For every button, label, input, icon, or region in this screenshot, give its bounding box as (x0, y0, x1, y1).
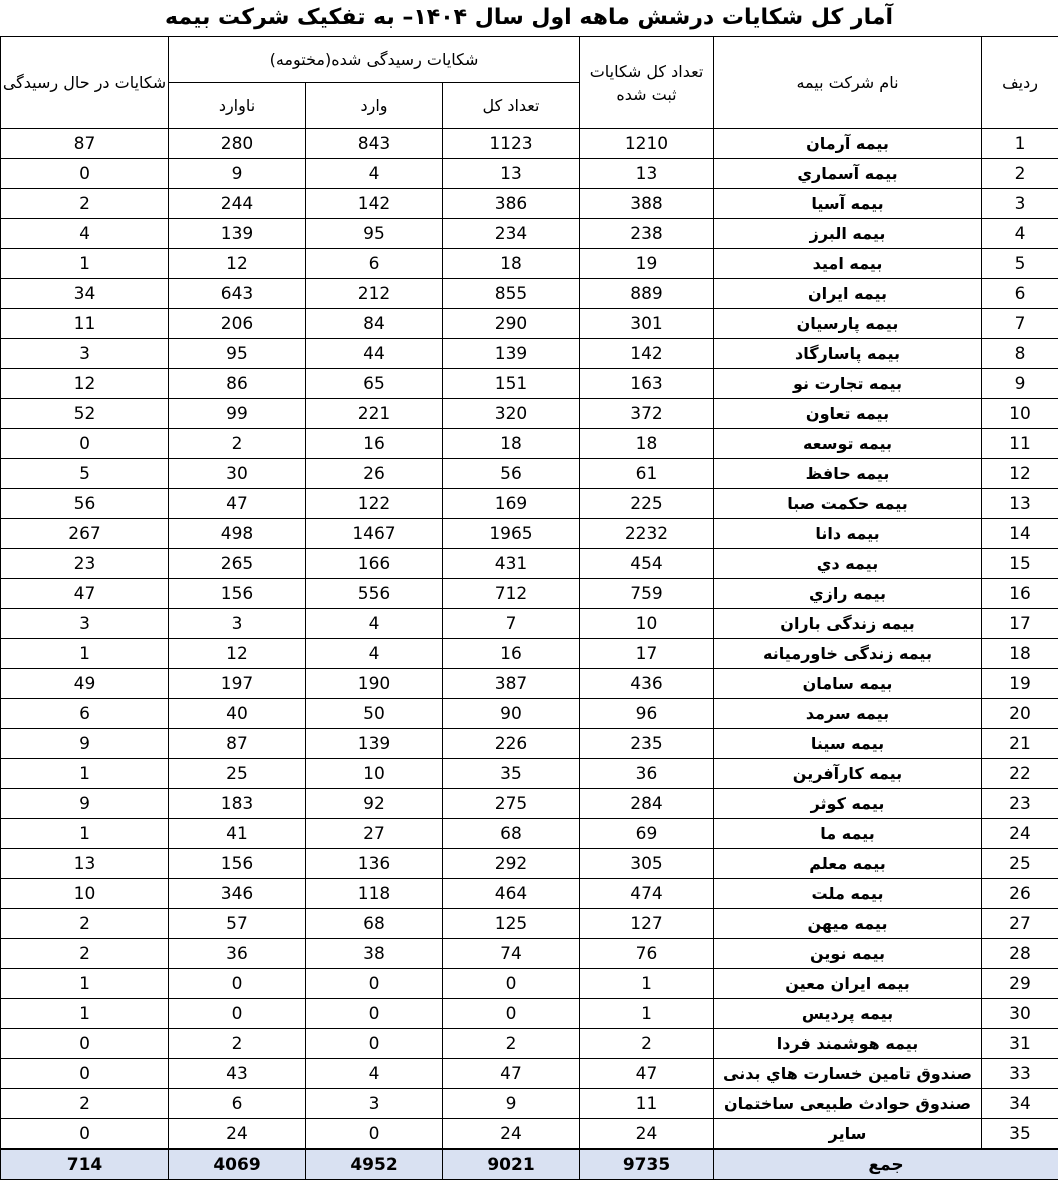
invalid-count-cell: 99 (169, 399, 306, 429)
valid-count-cell: 556 (306, 579, 443, 609)
pending-count-cell: 1 (1, 759, 169, 789)
table-row (1, 1029, 1058, 1059)
registered-count-cell: 47 (580, 1059, 714, 1089)
processed-total-cell: 0 (443, 969, 580, 999)
valid-count-cell: 142 (306, 189, 443, 219)
invalid-count-cell: 206 (169, 309, 306, 339)
processed-total-cell: 290 (443, 309, 580, 339)
registered-count-cell: 127 (580, 909, 714, 939)
processed-total-cell: 24 (443, 1119, 580, 1150)
table-row (1, 1089, 1058, 1119)
processed-total-cell: 464 (443, 879, 580, 909)
valid-count-cell: 27 (306, 819, 443, 849)
table-row (1, 609, 1058, 639)
table-row (1, 489, 1058, 519)
invalid-count-cell: 30 (169, 459, 306, 489)
invalid-count-cell: 95 (169, 339, 306, 369)
table-row (1, 339, 1058, 369)
table-row (1, 309, 1058, 339)
registered-count-cell: 454 (580, 549, 714, 579)
registered-count-cell: 18 (580, 429, 714, 459)
invalid-count-cell: 86 (169, 369, 306, 399)
registered-count-cell: 2232 (580, 519, 714, 549)
processed-total-cell: 125 (443, 909, 580, 939)
table-row (1, 189, 1058, 219)
valid-count-cell: 139 (306, 729, 443, 759)
pending-count-cell: 1 (1, 999, 169, 1029)
registered-count-cell: 36 (580, 759, 714, 789)
pending-count-cell: 2 (1, 1089, 169, 1119)
row-number-cell: 6 (982, 279, 1058, 309)
processed-total-cell: 151 (443, 369, 580, 399)
row-number-cell: 28 (982, 939, 1058, 969)
company-name-cell: بیمه حکمت صبا (714, 489, 982, 519)
table-row (1, 429, 1058, 459)
valid-count-cell: 4 (306, 1059, 443, 1089)
totals-label: جمع (714, 1149, 1058, 1180)
totals-processed: 9021 (443, 1149, 580, 1180)
registered-count-cell: 284 (580, 789, 714, 819)
pending-count-cell: 3 (1, 609, 169, 639)
processed-total-cell: 9 (443, 1089, 580, 1119)
registered-count-cell: 305 (580, 849, 714, 879)
invalid-count-cell: 244 (169, 189, 306, 219)
table-row (1, 249, 1058, 279)
company-name-cell: بیمه حافظ (714, 459, 982, 489)
registered-count-cell: 474 (580, 879, 714, 909)
row-number-cell: 7 (982, 309, 1058, 339)
table-row (1, 129, 1058, 159)
invalid-count-cell: 36 (169, 939, 306, 969)
processed-total-cell: 234 (443, 219, 580, 249)
table-row (1, 789, 1058, 819)
pending-count-cell: 47 (1, 579, 169, 609)
pending-count-cell: 1 (1, 969, 169, 999)
valid-count-cell: 84 (306, 309, 443, 339)
company-name-cell: بیمه پارسیان (714, 309, 982, 339)
pending-count-cell: 9 (1, 789, 169, 819)
registered-count-cell: 24 (580, 1119, 714, 1150)
registered-count-cell: 61 (580, 459, 714, 489)
invalid-count-cell: 156 (169, 579, 306, 609)
company-name-cell: بیمه ما (714, 819, 982, 849)
processed-total-cell: 712 (443, 579, 580, 609)
processed-total-cell: 226 (443, 729, 580, 759)
company-name-cell: بیمه آسیا (714, 189, 982, 219)
pending-count-cell: 0 (1, 429, 169, 459)
company-name-cell: بیمه زندگی باران (714, 609, 982, 639)
pending-count-cell: 267 (1, 519, 169, 549)
table-row (1, 849, 1058, 879)
valid-count-cell: 26 (306, 459, 443, 489)
processed-total-cell: 56 (443, 459, 580, 489)
row-number-cell: 21 (982, 729, 1058, 759)
valid-count-cell: 166 (306, 549, 443, 579)
row-number-cell: 16 (982, 579, 1058, 609)
processed-total-cell: 68 (443, 819, 580, 849)
company-name-cell: صندوق تامین خسارت هاي بدنی (714, 1059, 982, 1089)
registered-count-cell: 11 (580, 1089, 714, 1119)
processed-total-cell: 431 (443, 549, 580, 579)
row-number-cell: 25 (982, 849, 1058, 879)
valid-count-cell: 212 (306, 279, 443, 309)
table-row (1, 579, 1058, 609)
company-name-cell: بیمه هوشمند فردا (714, 1029, 982, 1059)
row-number-cell: 20 (982, 699, 1058, 729)
company-name-cell: بیمه امید (714, 249, 982, 279)
valid-count-cell: 10 (306, 759, 443, 789)
processed-total-cell: 13 (443, 159, 580, 189)
processed-total-cell: 35 (443, 759, 580, 789)
pending-count-cell: 34 (1, 279, 169, 309)
registered-count-cell: 225 (580, 489, 714, 519)
row-number-cell: 26 (982, 879, 1058, 909)
invalid-count-cell: 25 (169, 759, 306, 789)
company-name-cell: بیمه سامان (714, 669, 982, 699)
row-number-cell: 24 (982, 819, 1058, 849)
invalid-count-cell: 6 (169, 1089, 306, 1119)
valid-count-cell: 0 (306, 969, 443, 999)
row-number-cell: 12 (982, 459, 1058, 489)
registered-count-cell: 142 (580, 339, 714, 369)
pending-count-cell: 6 (1, 699, 169, 729)
processed-total-cell: 855 (443, 279, 580, 309)
table-row (1, 1059, 1058, 1089)
processed-total-cell: 275 (443, 789, 580, 819)
valid-count-cell: 92 (306, 789, 443, 819)
processed-total-cell: 18 (443, 429, 580, 459)
valid-count-cell: 50 (306, 699, 443, 729)
invalid-count-cell: 280 (169, 129, 306, 159)
company-name-cell: بیمه آرمان (714, 129, 982, 159)
valid-count-cell: 3 (306, 1089, 443, 1119)
company-name-cell: بیمه سینا (714, 729, 982, 759)
valid-count-cell: 44 (306, 339, 443, 369)
company-name-cell: بیمه تعاون (714, 399, 982, 429)
invalid-count-cell: 265 (169, 549, 306, 579)
invalid-count-cell: 2 (169, 429, 306, 459)
row-number-cell: 10 (982, 399, 1058, 429)
header-invalid: ناوارد (169, 83, 306, 129)
pending-count-cell: 5 (1, 459, 169, 489)
valid-count-cell: 95 (306, 219, 443, 249)
registered-count-cell: 759 (580, 579, 714, 609)
registered-count-cell: 69 (580, 819, 714, 849)
table-row (1, 459, 1058, 489)
row-number-cell: 34 (982, 1089, 1058, 1119)
pending-count-cell: 0 (1, 159, 169, 189)
pending-count-cell: 4 (1, 219, 169, 249)
invalid-count-cell: 346 (169, 879, 306, 909)
company-name-cell: بیمه پاسارگاد (714, 339, 982, 369)
invalid-count-cell: 3 (169, 609, 306, 639)
company-name-cell: بیمه دي (714, 549, 982, 579)
row-number-cell: 17 (982, 609, 1058, 639)
registered-count-cell: 889 (580, 279, 714, 309)
valid-count-cell: 16 (306, 429, 443, 459)
page-title: آمار کل شکایات درشش ماهه اول سال ۱۴۰۴– به تفکیک شرکت بیمه (165, 5, 893, 30)
row-number-cell: 18 (982, 639, 1058, 669)
processed-total-cell: 139 (443, 339, 580, 369)
pending-count-cell: 9 (1, 729, 169, 759)
registered-count-cell: 238 (580, 219, 714, 249)
row-number-cell: 33 (982, 1059, 1058, 1089)
table-row (1, 999, 1058, 1029)
registered-count-cell: 372 (580, 399, 714, 429)
pending-count-cell: 0 (1, 1119, 169, 1150)
company-name-cell: بیمه ملت (714, 879, 982, 909)
row-number-cell: 11 (982, 429, 1058, 459)
pending-count-cell: 3 (1, 339, 169, 369)
table-row (1, 879, 1058, 909)
table-row (1, 639, 1058, 669)
company-name-cell: بیمه ایران (714, 279, 982, 309)
row-number-cell: 30 (982, 999, 1058, 1029)
table-row (1, 279, 1058, 309)
pending-count-cell: 11 (1, 309, 169, 339)
table-row (1, 219, 1058, 249)
registered-count-cell: 1 (580, 999, 714, 1029)
valid-count-cell: 6 (306, 249, 443, 279)
pending-count-cell: 52 (1, 399, 169, 429)
table-row (1, 369, 1058, 399)
header-row-number: ردیف (982, 37, 1058, 129)
pending-count-cell: 23 (1, 549, 169, 579)
header-pending: شکایات در حال رسیدگی (1, 37, 169, 129)
valid-count-cell: 65 (306, 369, 443, 399)
invalid-count-cell: 12 (169, 639, 306, 669)
processed-total-cell: 74 (443, 939, 580, 969)
complaints-table (0, 36, 1058, 1180)
table-row (1, 939, 1058, 969)
table-body (1, 129, 1058, 1150)
pending-count-cell: 13 (1, 849, 169, 879)
row-number-cell: 29 (982, 969, 1058, 999)
row-number-cell: 19 (982, 669, 1058, 699)
invalid-count-cell: 139 (169, 219, 306, 249)
registered-count-cell: 2 (580, 1029, 714, 1059)
row-number-cell: 9 (982, 369, 1058, 399)
processed-total-cell: 1965 (443, 519, 580, 549)
pending-count-cell: 1 (1, 249, 169, 279)
valid-count-cell: 4 (306, 639, 443, 669)
company-name-cell: بیمه میهن (714, 909, 982, 939)
processed-total-cell: 320 (443, 399, 580, 429)
table-row (1, 549, 1058, 579)
table-row (1, 519, 1058, 549)
valid-count-cell: 190 (306, 669, 443, 699)
valid-count-cell: 122 (306, 489, 443, 519)
table-row (1, 909, 1058, 939)
row-number-cell: 2 (982, 159, 1058, 189)
table-row (1, 159, 1058, 189)
company-name-cell: بیمه تجارت نو (714, 369, 982, 399)
processed-total-cell: 0 (443, 999, 580, 1029)
valid-count-cell: 38 (306, 939, 443, 969)
company-name-cell: بیمه نوین (714, 939, 982, 969)
pending-count-cell: 2 (1, 909, 169, 939)
pending-count-cell: 10 (1, 879, 169, 909)
invalid-count-cell: 24 (169, 1119, 306, 1150)
processed-total-cell: 2 (443, 1029, 580, 1059)
registered-count-cell: 436 (580, 669, 714, 699)
company-name-cell: بیمه زندگی خاورمیانه (714, 639, 982, 669)
invalid-count-cell: 41 (169, 819, 306, 849)
invalid-count-cell: 87 (169, 729, 306, 759)
company-name-cell: بیمه کارآفرین (714, 759, 982, 789)
valid-count-cell: 0 (306, 1119, 443, 1150)
company-name-cell: بیمه رازي (714, 579, 982, 609)
totals-registered: 9735 (580, 1149, 714, 1180)
totals-valid: 4952 (306, 1149, 443, 1180)
invalid-count-cell: 57 (169, 909, 306, 939)
row-number-cell: 4 (982, 219, 1058, 249)
invalid-count-cell: 498 (169, 519, 306, 549)
pending-count-cell: 2 (1, 189, 169, 219)
table-row (1, 669, 1058, 699)
company-name-cell: سایر (714, 1119, 982, 1150)
row-number-cell: 1 (982, 129, 1058, 159)
row-number-cell: 3 (982, 189, 1058, 219)
registered-count-cell: 163 (580, 369, 714, 399)
registered-count-cell: 96 (580, 699, 714, 729)
registered-count-cell: 388 (580, 189, 714, 219)
processed-total-cell: 386 (443, 189, 580, 219)
company-name-cell: بیمه سرمد (714, 699, 982, 729)
table-row (1, 1119, 1058, 1150)
invalid-count-cell: 43 (169, 1059, 306, 1089)
pending-count-cell: 87 (1, 129, 169, 159)
invalid-count-cell: 0 (169, 969, 306, 999)
pending-count-cell: 49 (1, 669, 169, 699)
valid-count-cell: 4 (306, 159, 443, 189)
valid-count-cell: 1467 (306, 519, 443, 549)
registered-count-cell: 13 (580, 159, 714, 189)
valid-count-cell: 221 (306, 399, 443, 429)
valid-count-cell: 0 (306, 999, 443, 1029)
valid-count-cell: 118 (306, 879, 443, 909)
table-row (1, 699, 1058, 729)
processed-total-cell: 18 (443, 249, 580, 279)
row-number-cell: 27 (982, 909, 1058, 939)
pending-count-cell: 56 (1, 489, 169, 519)
invalid-count-cell: 0 (169, 999, 306, 1029)
registered-count-cell: 235 (580, 729, 714, 759)
registered-count-cell: 10 (580, 609, 714, 639)
row-number-cell: 8 (982, 339, 1058, 369)
invalid-count-cell: 47 (169, 489, 306, 519)
table-row (1, 819, 1058, 849)
totals-row (1, 1149, 1058, 1180)
pending-count-cell: 1 (1, 819, 169, 849)
header-processed-group: شکایات رسیدگی شده(مختومه) (169, 37, 580, 83)
valid-count-cell: 843 (306, 129, 443, 159)
processed-total-cell: 90 (443, 699, 580, 729)
totals-invalid: 4069 (169, 1149, 306, 1180)
invalid-count-cell: 12 (169, 249, 306, 279)
company-name-cell: بیمه معلم (714, 849, 982, 879)
table-row (1, 729, 1058, 759)
company-name-cell: بیمه توسعه (714, 429, 982, 459)
invalid-count-cell: 9 (169, 159, 306, 189)
invalid-count-cell: 156 (169, 849, 306, 879)
pending-count-cell: 12 (1, 369, 169, 399)
processed-total-cell: 292 (443, 849, 580, 879)
table-row (1, 399, 1058, 429)
company-name-cell: بیمه آسماري (714, 159, 982, 189)
processed-total-cell: 169 (443, 489, 580, 519)
table-row (1, 759, 1058, 789)
registered-count-cell: 1 (580, 969, 714, 999)
valid-count-cell: 4 (306, 609, 443, 639)
registered-count-cell: 301 (580, 309, 714, 339)
company-name-cell: بیمه دانا (714, 519, 982, 549)
invalid-count-cell: 197 (169, 669, 306, 699)
header-processed-total: تعداد کل (443, 83, 580, 129)
valid-count-cell: 136 (306, 849, 443, 879)
row-number-cell: 14 (982, 519, 1058, 549)
processed-total-cell: 16 (443, 639, 580, 669)
header-valid: وارد (306, 83, 443, 129)
processed-total-cell: 1123 (443, 129, 580, 159)
pending-count-cell: 0 (1, 1029, 169, 1059)
pending-count-cell: 1 (1, 639, 169, 669)
registered-count-cell: 17 (580, 639, 714, 669)
invalid-count-cell: 643 (169, 279, 306, 309)
valid-count-cell: 0 (306, 1029, 443, 1059)
invalid-count-cell: 183 (169, 789, 306, 819)
pending-count-cell: 2 (1, 939, 169, 969)
table-row (1, 969, 1058, 999)
row-number-cell: 22 (982, 759, 1058, 789)
company-name-cell: بیمه پردیس (714, 999, 982, 1029)
row-number-cell: 31 (982, 1029, 1058, 1059)
header-company-name: نام شرکت بیمه (714, 37, 982, 129)
company-name-cell: بیمه البرز (714, 219, 982, 249)
valid-count-cell: 68 (306, 909, 443, 939)
row-number-cell: 5 (982, 249, 1058, 279)
row-number-cell: 35 (982, 1119, 1058, 1150)
processed-total-cell: 47 (443, 1059, 580, 1089)
registered-count-cell: 19 (580, 249, 714, 279)
row-number-cell: 15 (982, 549, 1058, 579)
row-number-cell: 23 (982, 789, 1058, 819)
processed-total-cell: 387 (443, 669, 580, 699)
registered-count-cell: 76 (580, 939, 714, 969)
company-name-cell: صندوق حوادث طبیعی ساختمان (714, 1089, 982, 1119)
company-name-cell: بیمه ایران معین (714, 969, 982, 999)
registered-count-cell: 1210 (580, 129, 714, 159)
row-number-cell: 13 (982, 489, 1058, 519)
header-total-registered: تعداد کل شکایات ثبت شده (580, 37, 714, 129)
totals-pending: 714 (1, 1149, 169, 1180)
processed-total-cell: 7 (443, 609, 580, 639)
pending-count-cell: 0 (1, 1059, 169, 1089)
invalid-count-cell: 40 (169, 699, 306, 729)
company-name-cell: بیمه کوثر (714, 789, 982, 819)
invalid-count-cell: 2 (169, 1029, 306, 1059)
